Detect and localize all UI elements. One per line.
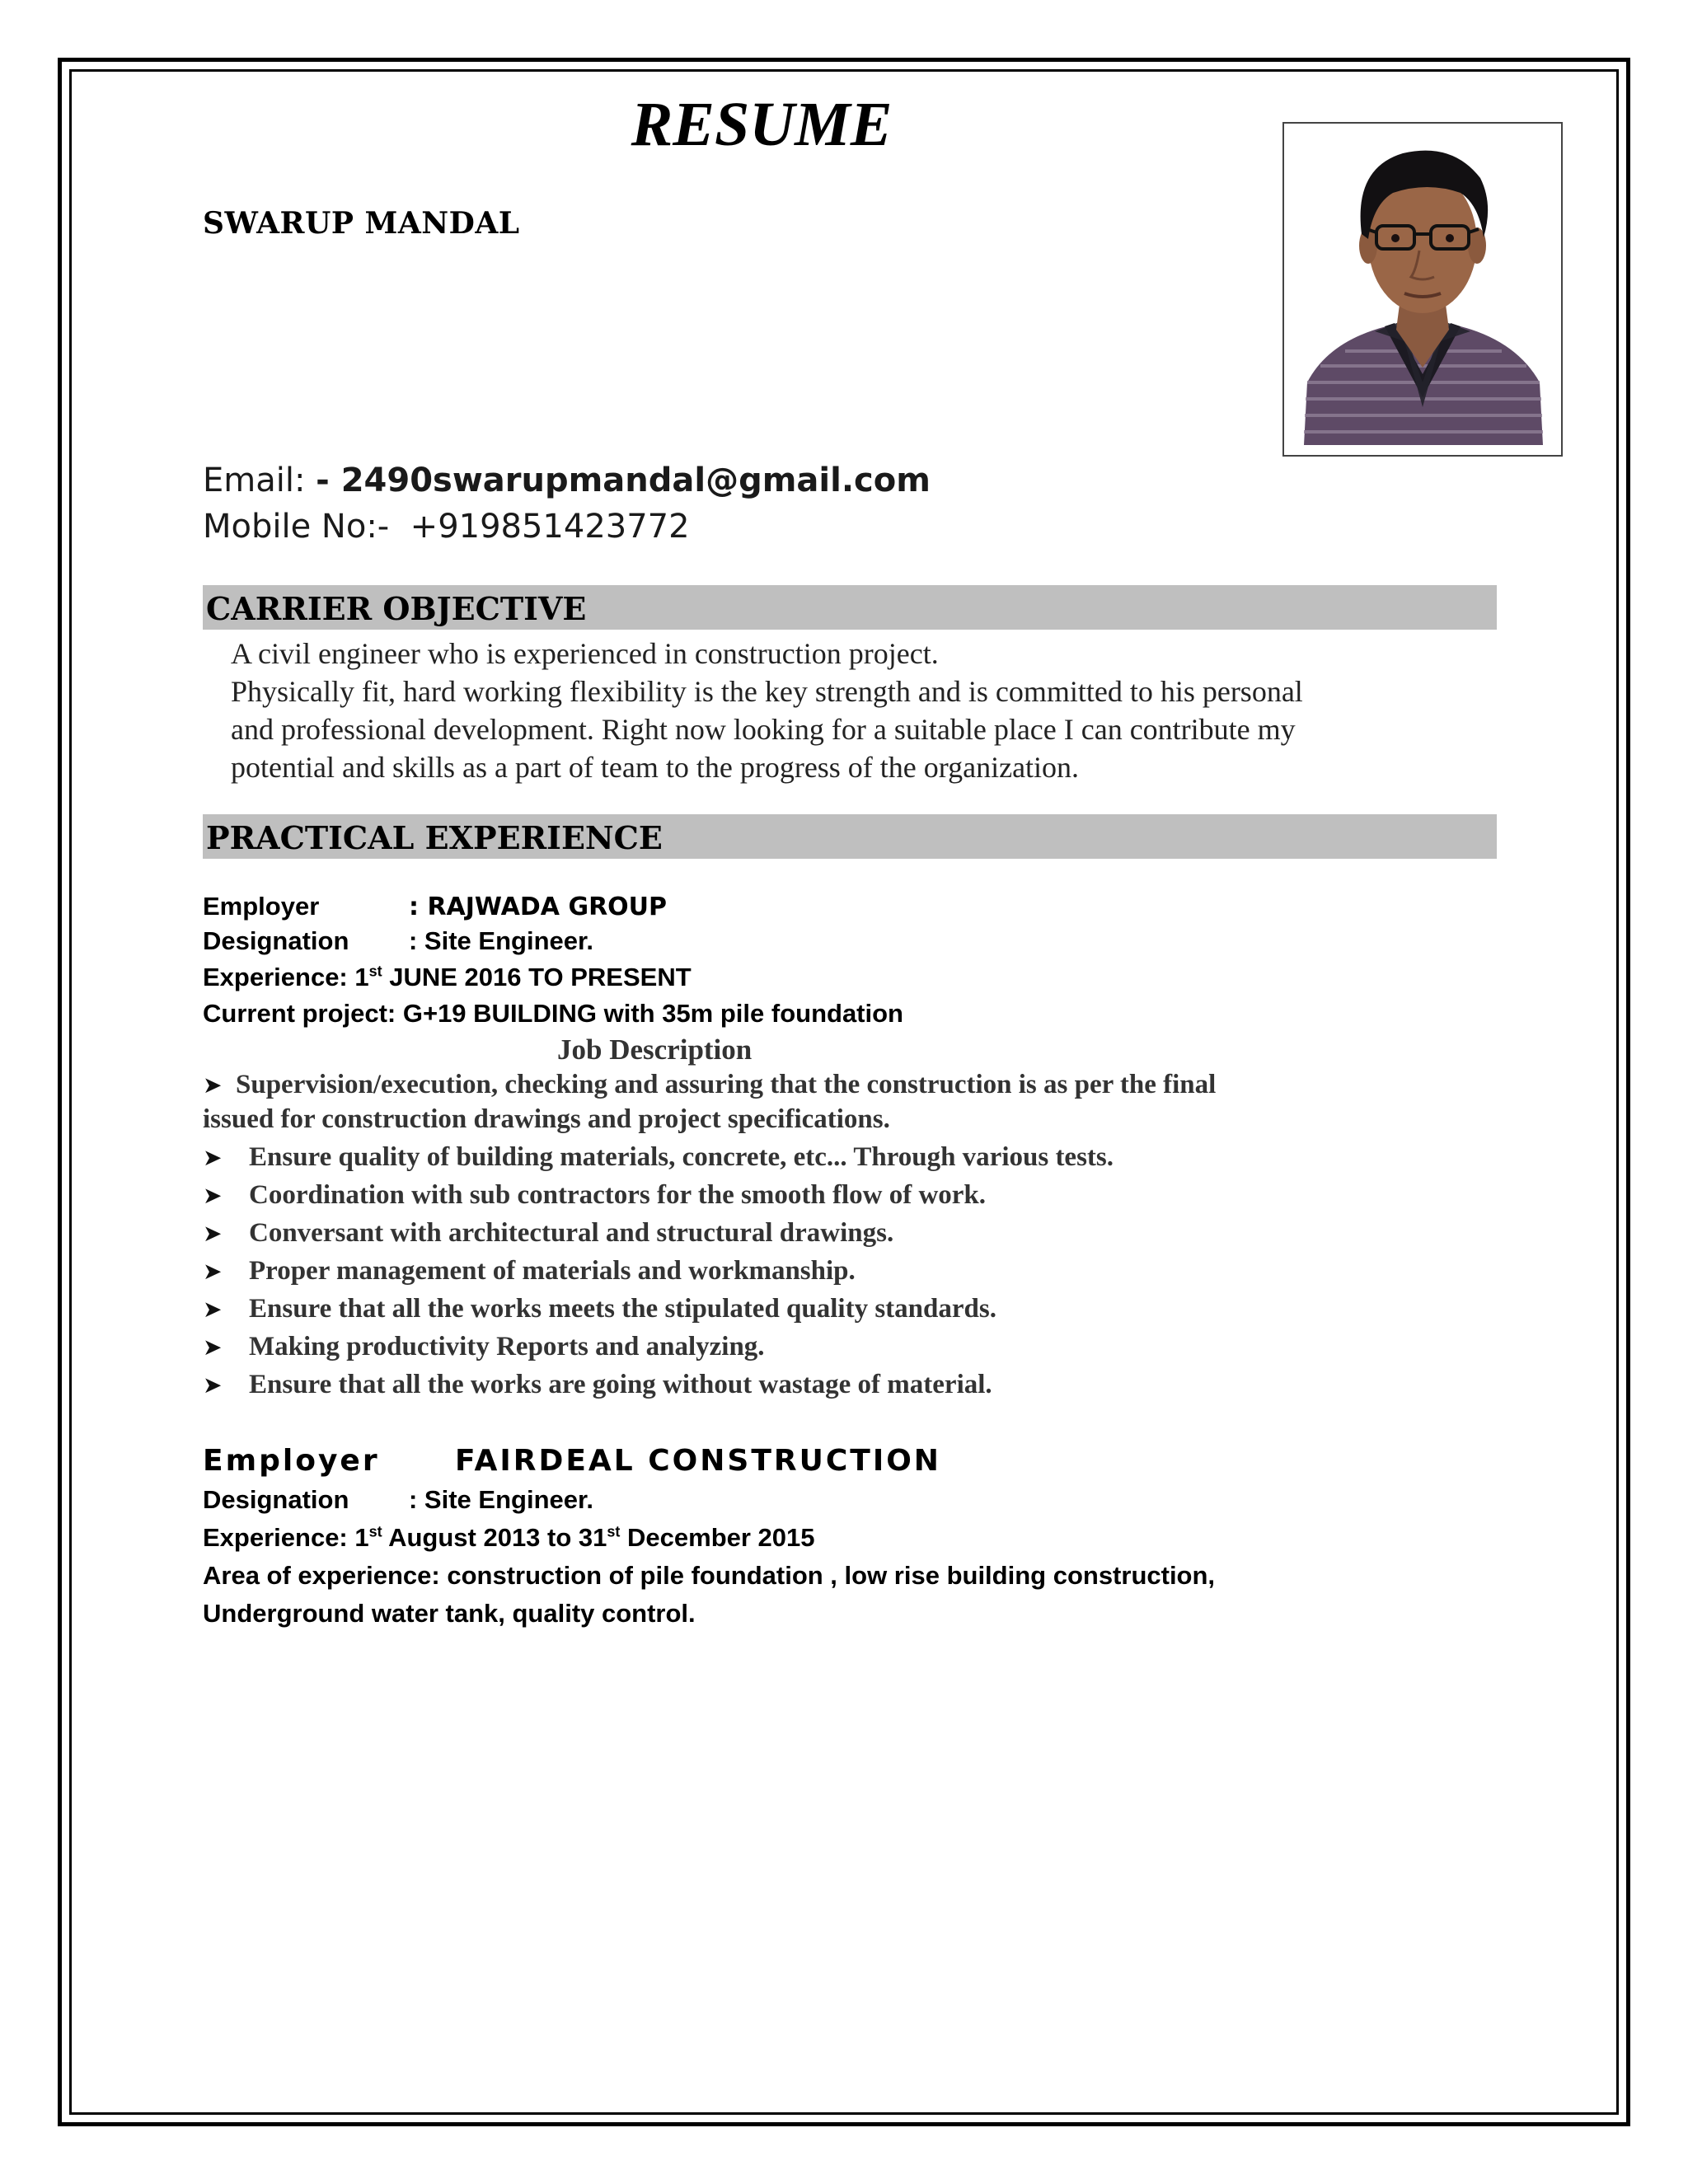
- job1-bullet-3: [203, 1180, 986, 1211]
- bullet-text: Conversant with architectural and structural drawings.: [249, 1218, 894, 1248]
- job2-experience-c: December 2015: [620, 1523, 815, 1552]
- mobile-label: Mobile No:-: [203, 508, 390, 546]
- job2-area-line-1: Area of experience: construction of pile foundation , low rise building construction,: [203, 1561, 1216, 1590]
- profile-photo: [1282, 122, 1563, 457]
- job2-employer-row: [203, 1444, 941, 1478]
- job1-experience-label: Experience: 1: [203, 963, 369, 991]
- job1-experience-sup: st: [368, 963, 382, 980]
- arrow-bullet-icon: ➤: [203, 1071, 223, 1099]
- job1-experience-value: JUNE 2016 TO PRESENT: [382, 963, 692, 991]
- job1-bullet-1: [203, 1070, 1216, 1100]
- arrow-bullet-icon: ➤: [203, 1296, 223, 1323]
- job2-designation-label: Designation: [203, 1485, 349, 1514]
- bullet-text: Making productivity Reports and analyzing.: [249, 1332, 765, 1361]
- mobile-value[interactable]: +919851423772: [410, 508, 690, 546]
- job1-bullet-1-continuation: issued for construction drawings and project specifications.: [203, 1104, 890, 1134]
- job1-bullet-5: [203, 1256, 856, 1286]
- arrow-bullet-icon: ➤: [203, 1220, 223, 1247]
- job-description-title: Job Description: [557, 1033, 753, 1066]
- job2-employer-label: Employer: [203, 1444, 380, 1478]
- job2-experience-sup1: st: [368, 1523, 382, 1540]
- objective-heading: CARRIER OBJECTIVE: [206, 590, 587, 627]
- job1-current-project: Current project: G+19 BUILDING with 35m pile foundation: [203, 999, 903, 1028]
- job1-designation-value: : Site Engineer.: [409, 926, 593, 955]
- arrow-bullet-icon: ➤: [203, 1258, 223, 1285]
- objective-line-2: Physically fit, hard working flexibility is the key strength and is committed to his personal: [231, 675, 1303, 708]
- arrow-bullet-icon: ➤: [203, 1182, 223, 1209]
- job2-experience-b: August 2013 to 31: [382, 1523, 607, 1552]
- experience-section-bar: [203, 814, 1497, 859]
- resume-title: RESUME: [631, 90, 893, 159]
- job2-designation-row: [203, 1485, 593, 1515]
- job1-bullet-2: [203, 1142, 1114, 1173]
- person-photo-icon: [1296, 135, 1550, 445]
- experience-heading: PRACTICAL EXPERIENCE: [206, 819, 663, 856]
- bullet-text: Ensure quality of building materials, concrete, etc... Through various tests.: [249, 1142, 1114, 1172]
- job2-employer-value: FAIRDEAL CONSTRUCTION: [455, 1444, 941, 1478]
- bullet-text: Proper management of materials and workmanship.: [249, 1256, 856, 1286]
- job1-bullet-4: [203, 1218, 893, 1249]
- job2-designation-value: : Site Engineer.: [409, 1485, 593, 1514]
- job1-designation-row: [203, 926, 593, 956]
- bullet-text: Supervision/execution, checking and assuring that the construction is as per the final: [236, 1070, 1217, 1099]
- job1-bullet-7: [203, 1332, 765, 1362]
- job1-employer-label: Employer: [203, 892, 320, 921]
- job1-employer-value: : RAJWADA GROUP: [409, 893, 668, 921]
- arrow-bullet-icon: ➤: [203, 1371, 223, 1399]
- bullet-text: Ensure that all the works meets the stipulated quality standards.: [249, 1294, 996, 1324]
- arrow-bullet-icon: ➤: [203, 1333, 223, 1361]
- objective-section-bar: [203, 585, 1497, 630]
- job2-experience-sup2: st: [607, 1523, 621, 1540]
- bullet-text: Coordination with sub contractors for the smooth flow of work.: [249, 1180, 987, 1210]
- email-label: Email:: [203, 462, 316, 499]
- job1-bullet-8: [203, 1370, 992, 1400]
- job1-designation-label: Designation: [203, 926, 349, 955]
- job2-experience-a: Experience: 1: [203, 1523, 369, 1552]
- objective-line-3: and professional development. Right now looking for a suitable place I can contribute my: [231, 713, 1296, 746]
- candidate-name: SWARUP MANDAL: [203, 206, 520, 241]
- bullet-text: Ensure that all the works are going without wastage of material.: [249, 1370, 992, 1399]
- arrow-bullet-icon: ➤: [203, 1144, 223, 1171]
- job1-experience-row: [203, 963, 692, 992]
- job2-experience-row: [203, 1523, 815, 1553]
- objective-line-4: potential and skills as a part of team to the progress of the organization.: [231, 751, 1080, 784]
- mobile-line: [203, 508, 690, 546]
- email-value[interactable]: - 2490swarupmandal@gmail.com: [316, 462, 931, 499]
- job1-employer-row: [203, 892, 667, 921]
- job1-bullet-6: [203, 1294, 996, 1324]
- job2-area-line-2: Underground water tank, quality control.: [203, 1599, 696, 1628]
- objective-line-1: A civil engineer who is experienced in construction project.: [231, 637, 939, 670]
- email-line: [203, 462, 931, 499]
